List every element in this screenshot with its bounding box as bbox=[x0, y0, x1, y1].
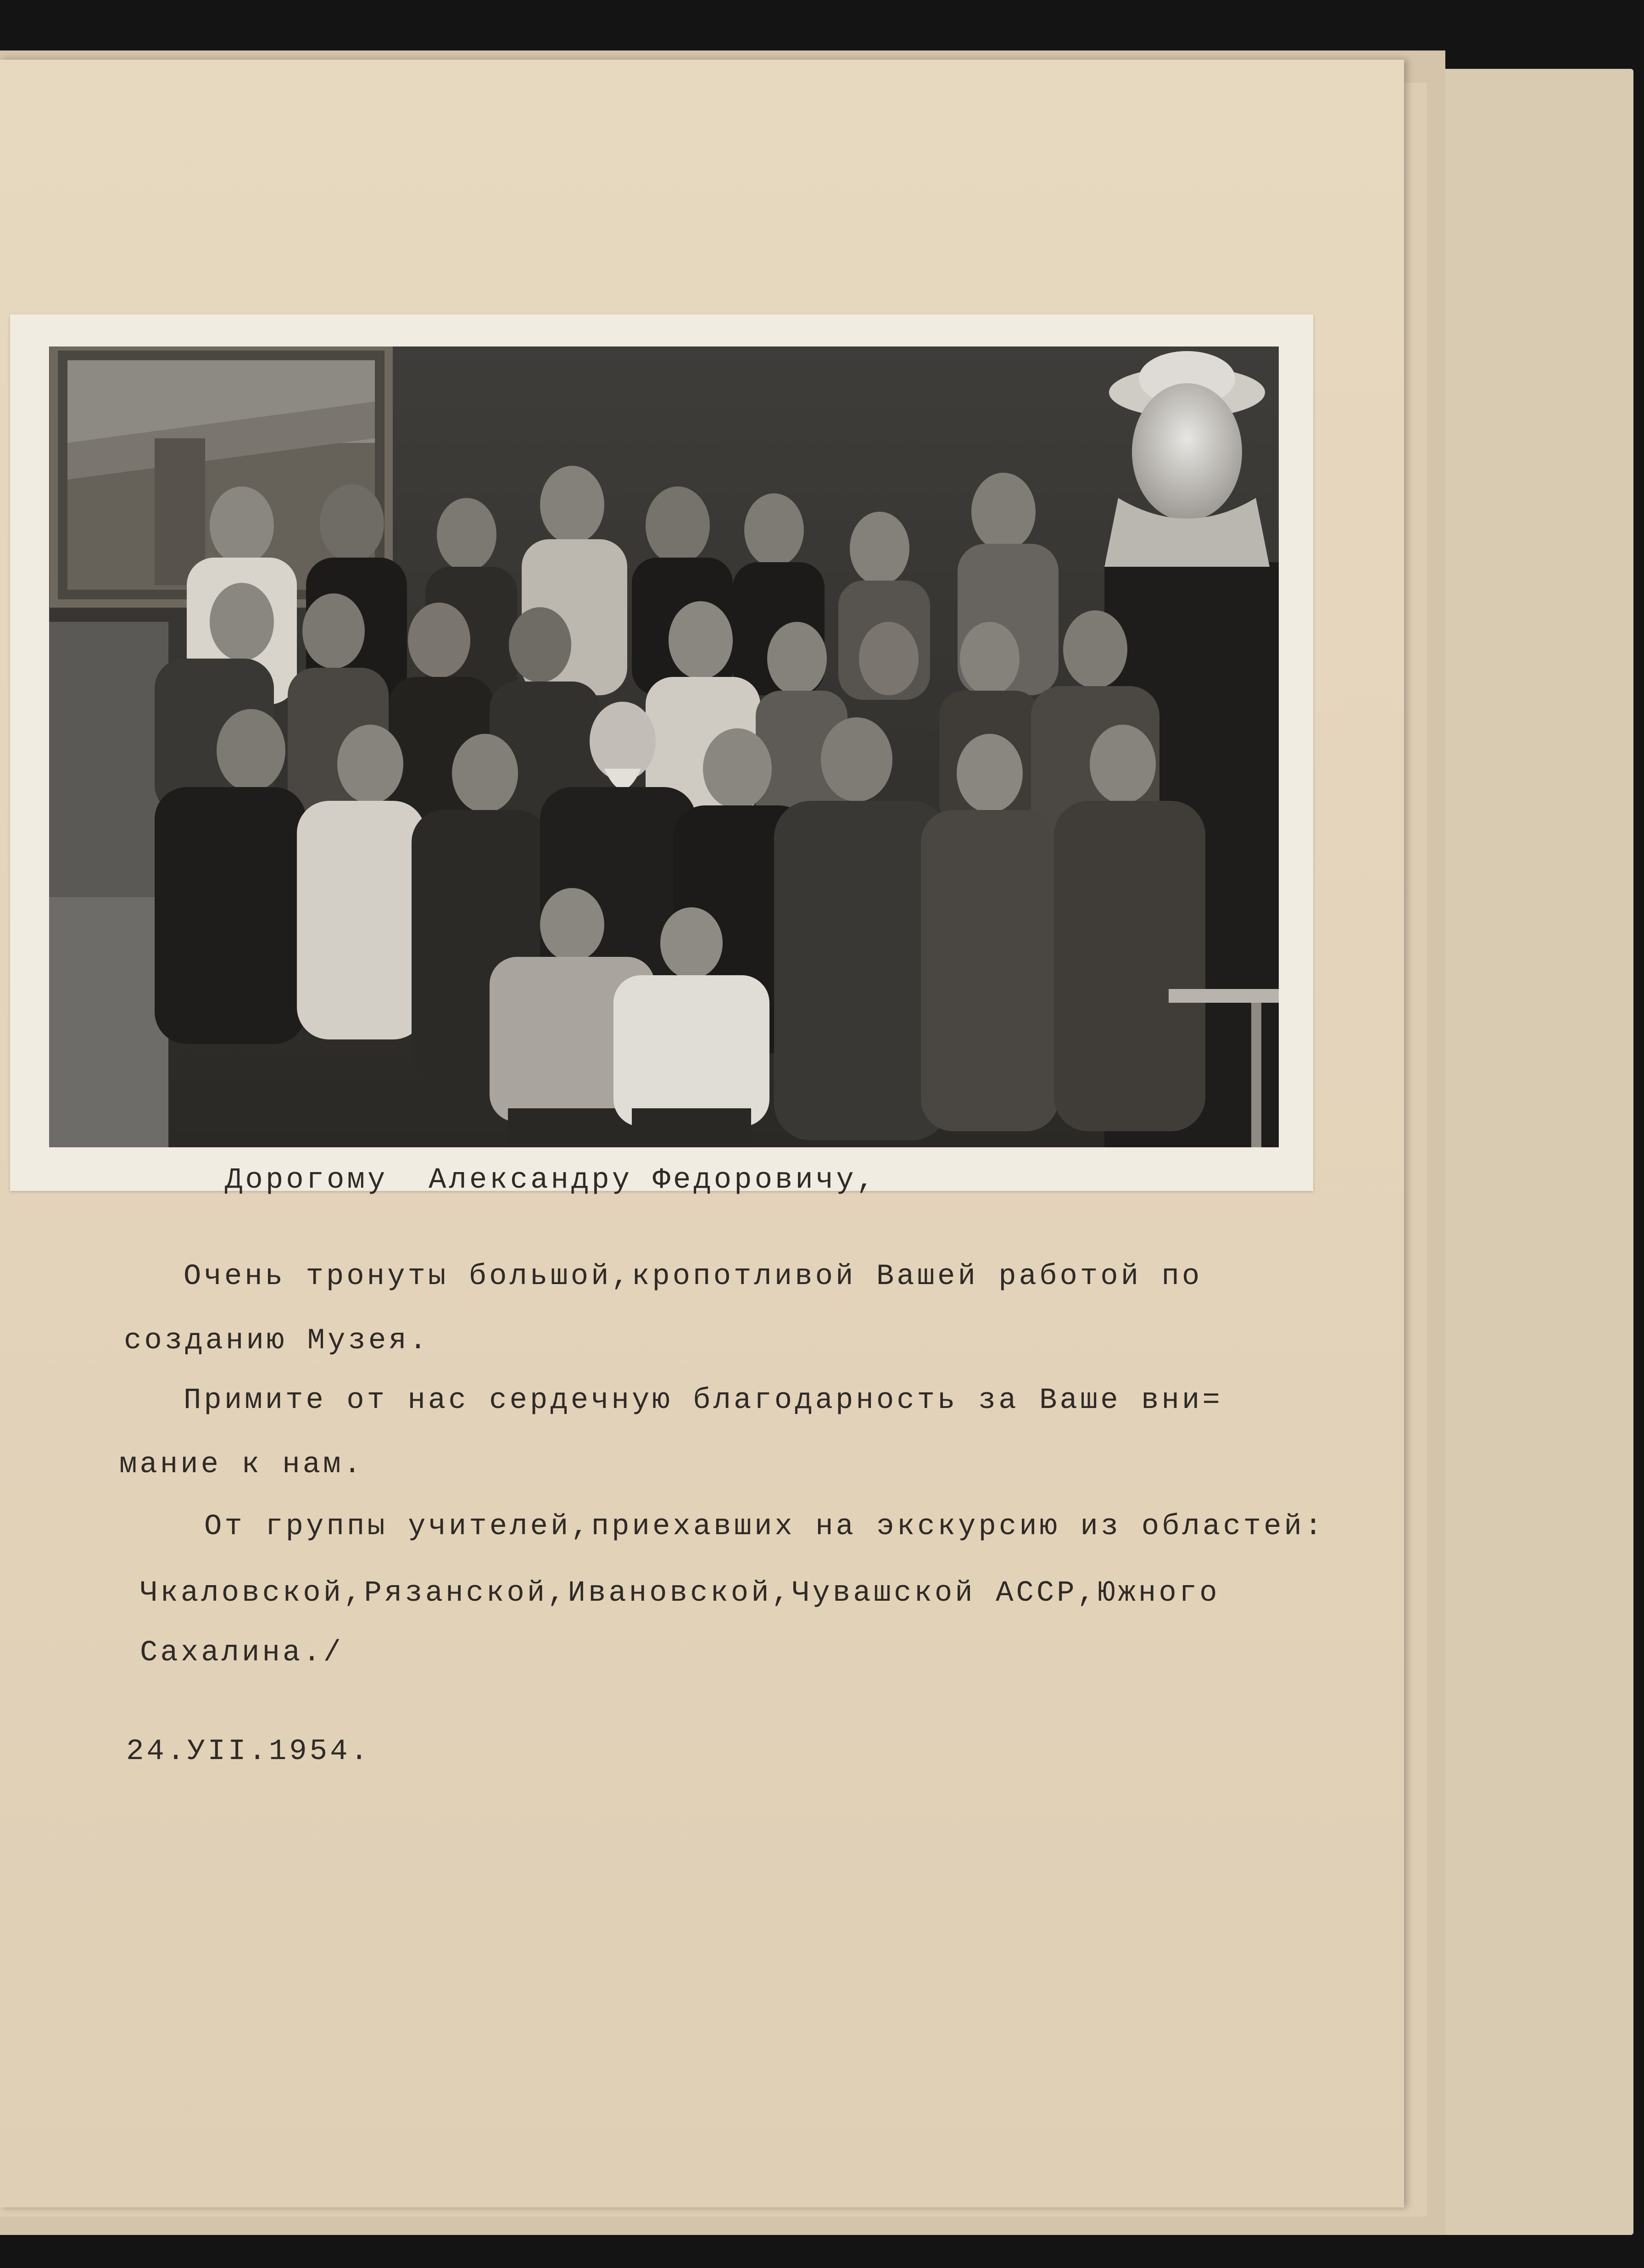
letter-line: Примите от нас сердечную благодарность за Ваше вни= bbox=[184, 1384, 1223, 1417]
letter-line: созданию Музея. bbox=[124, 1324, 430, 1357]
letter-line: Сахалина./ bbox=[140, 1637, 344, 1670]
photo-mount bbox=[10, 314, 1313, 1191]
letter-line: От группы учителей,приехавших на экскурсию из областей: bbox=[204, 1510, 1325, 1543]
group-photo-image bbox=[49, 346, 1279, 1147]
group-photograph bbox=[49, 346, 1279, 1147]
letter-line: Чкаловской,Рязанской,Ивановской,Чувашской АССР,Южного bbox=[140, 1577, 1220, 1610]
letter-line: мание к нам. bbox=[119, 1448, 364, 1481]
album-page bbox=[0, 60, 1404, 2207]
letter-salutation: Дорогому Александру Федоровичу, bbox=[225, 1164, 877, 1197]
letter-line: Очень тронуты большой,кропотливой Вашей работой по bbox=[184, 1260, 1203, 1293]
letter-date: 24.УII.1954. bbox=[126, 1735, 371, 1768]
